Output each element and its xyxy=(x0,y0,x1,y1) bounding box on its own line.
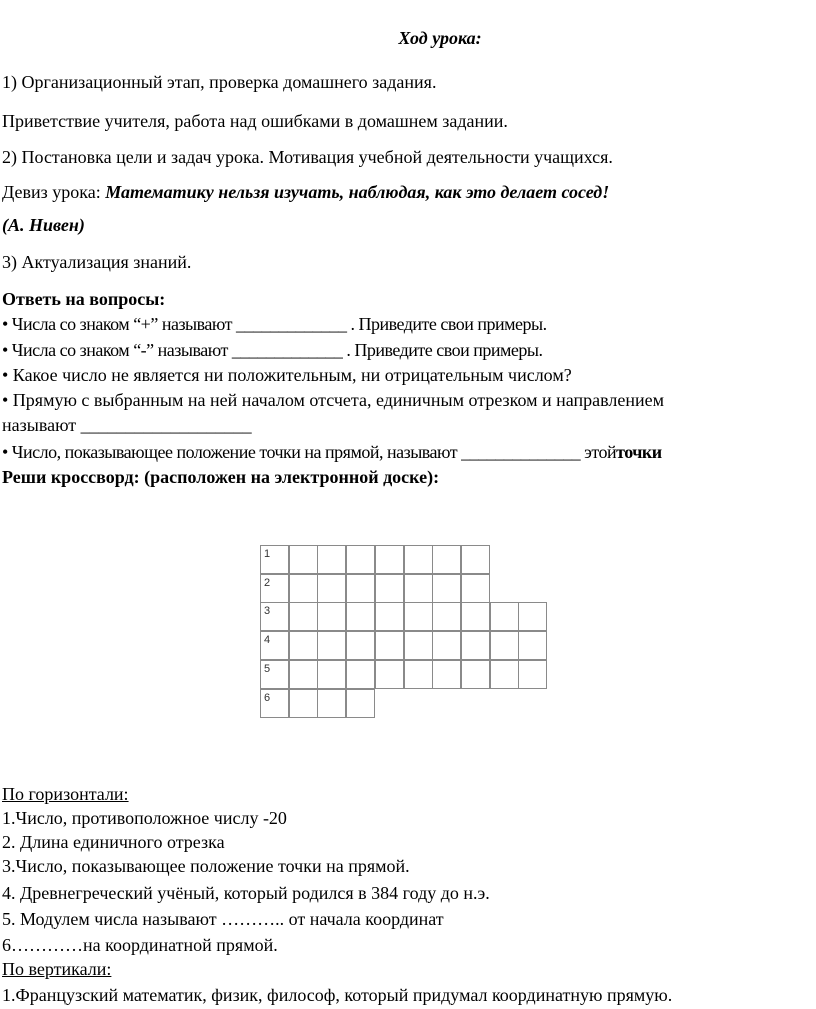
crossword-cell xyxy=(346,574,375,603)
question-item xyxy=(2,441,662,463)
question-item: • Числа со знаком “-” называют _____________ . Приведите свои примеры. xyxy=(2,340,543,360)
question-5-text: • Число, показывающее положение точки на прямой, называют ______________ этой xyxy=(2,442,617,462)
crossword-cell xyxy=(432,574,461,603)
crossword-cell xyxy=(289,574,318,603)
crossword-row-number: 5 xyxy=(260,660,289,689)
crossword-cell xyxy=(317,631,346,660)
crossword-cell xyxy=(404,545,433,574)
crossword-cell xyxy=(375,660,404,689)
crossword-cell xyxy=(375,574,404,603)
crossword-cell xyxy=(346,631,375,660)
motto-author: (А. Нивен) xyxy=(2,215,85,235)
crossword-cell xyxy=(289,631,318,660)
crossword-row-number: 4 xyxy=(260,631,289,660)
question-item: • Какое число не является ни положительным, ни отрицательным числом? xyxy=(2,365,572,385)
crossword-cell xyxy=(490,660,519,689)
stage-3: 3) Актуализация знаний. xyxy=(2,252,192,272)
crossword-cell xyxy=(404,631,433,660)
horizontal-clue: 6…………на координатной прямой. xyxy=(2,935,278,955)
vertical-clue: 1.Французский математик, физик, философ, который придумал координатную прямую. xyxy=(2,985,673,1005)
crossword-row-number: 2 xyxy=(260,574,289,603)
crossword-cell xyxy=(461,631,490,660)
lesson-motto xyxy=(2,181,609,203)
page-title: Ход урока: xyxy=(398,28,482,48)
crossword-cell xyxy=(346,602,375,631)
crossword-cell xyxy=(346,660,375,689)
crossword-cell xyxy=(404,660,433,689)
crossword-cell xyxy=(289,602,318,631)
crossword-cell xyxy=(518,602,547,631)
crossword-cell xyxy=(432,545,461,574)
crossword-cell xyxy=(432,660,461,689)
crossword-cell xyxy=(317,574,346,603)
crossword-row-number: 6 xyxy=(260,689,289,718)
horizontal-clue: 2. Длина единичного отрезка xyxy=(2,832,225,852)
crossword-cell xyxy=(317,689,346,718)
crossword-cell xyxy=(375,602,404,631)
crossword-cell xyxy=(518,631,547,660)
crossword-cell xyxy=(461,545,490,574)
horizontal-heading: По горизонтали: xyxy=(2,784,129,804)
crossword-row-number: 1 xyxy=(260,545,289,574)
crossword-heading: Реши кроссворд: (расположен на электронной доске): xyxy=(2,467,440,487)
crossword-cell xyxy=(375,631,404,660)
question-item: • Числа со знаком “+” называют _____________ . Приведите свои примеры. xyxy=(2,314,547,334)
crossword-cell xyxy=(518,660,547,689)
crossword-cell xyxy=(461,602,490,631)
crossword-cell xyxy=(375,545,404,574)
questions-heading: Ответь на вопросы: xyxy=(2,289,166,309)
crossword-cell xyxy=(490,602,519,631)
crossword-cell xyxy=(432,602,461,631)
crossword-cell xyxy=(404,574,433,603)
horizontal-clue: 4. Древнегреческий учёный, который родился в 384 году до н.э. xyxy=(2,883,490,903)
horizontal-clue: 1.Число, противоположное числу -20 xyxy=(2,808,287,828)
crossword-cell xyxy=(289,545,318,574)
stage-1: 1) Организационный этап, проверка домашнего задания. xyxy=(2,72,437,92)
crossword-cell xyxy=(289,660,318,689)
stage-2: 2) Постановка цели и задач урока. Мотивация учебной деятельности учащихся. xyxy=(2,147,613,167)
crossword-cell xyxy=(289,689,318,718)
motto-text: Математику нельзя изучать, наблюдая, как это делает сосед! xyxy=(105,182,610,202)
crossword-cell xyxy=(346,545,375,574)
vertical-heading: По вертикали: xyxy=(2,959,112,979)
crossword-cell xyxy=(461,574,490,603)
crossword-cell xyxy=(461,660,490,689)
stage-1-description: Приветствие учителя, работа над ошибками в домашнем задании. xyxy=(2,111,508,131)
crossword-row-number: 3 xyxy=(260,602,289,631)
crossword-cell xyxy=(317,602,346,631)
crossword-cell xyxy=(432,631,461,660)
question-5-bold: точки xyxy=(616,442,662,462)
question-item: • Прямую с выбранным на ней началом отсчета, единичным отрезком и направлением xyxy=(2,390,665,410)
crossword-cell xyxy=(490,631,519,660)
crossword-cell xyxy=(346,689,375,718)
horizontal-clue: 5. Модулем числа называют ……….. от начала координат xyxy=(2,909,444,929)
motto-label: Девиз урока: xyxy=(2,182,106,202)
crossword-cell xyxy=(317,545,346,574)
crossword-cell xyxy=(404,602,433,631)
horizontal-clue: 3.Число, показывающее положение точки на прямой. xyxy=(2,856,410,876)
question-item-continued: называют ___________________ xyxy=(2,415,252,435)
crossword-cell xyxy=(317,660,346,689)
